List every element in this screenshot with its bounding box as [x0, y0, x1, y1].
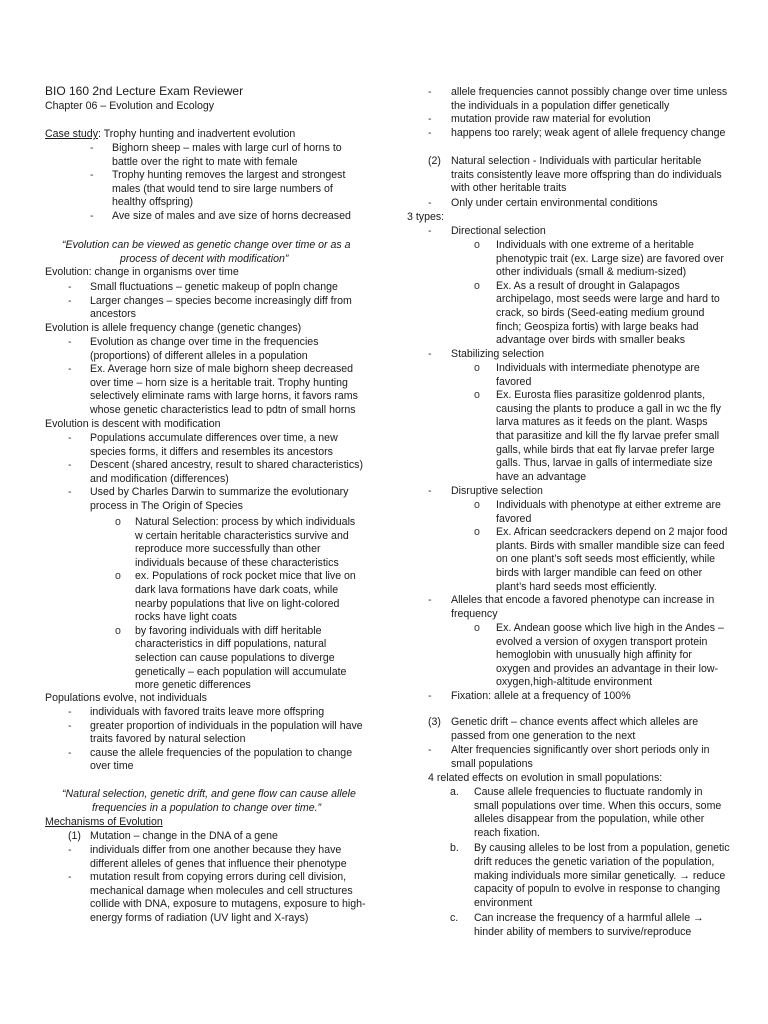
dash-bullet-icon: - [68, 706, 72, 718]
dash-bullet-icon: - [68, 363, 72, 376]
circle-bullet-icon: o [474, 362, 480, 374]
evolution-allele-item: selectively eliminate rams with large horns, it favors rams [90, 390, 358, 403]
case-study-heading [45, 128, 295, 141]
circle-bullet-icon: o [115, 570, 121, 583]
disruptive-selection-subitem: Individuals with phenotype at either extreme are [496, 499, 721, 511]
evolution-change-item: Larger changes – species become increasingly diff from [90, 294, 352, 307]
quote-evolution: “Evolution can be viewed as genetic change over time or as a [62, 239, 351, 251]
dash-bullet-icon: - [90, 169, 94, 182]
evolution-descent-item: species forms, it differs and resembles its ancestors [90, 445, 333, 458]
directional-selection-subitem: archipelago, most seeds were large and hard to [496, 293, 720, 306]
andean-goose-example: Ex. Andean goose which live high in the Andes – [496, 622, 724, 634]
natural-selection-heading: with other heritable traits [451, 182, 567, 195]
directional-selection-subitem: other individuals (small & medium-sized) [496, 266, 687, 279]
circle-bullet-icon: o [474, 622, 480, 634]
natural-selection-subitem: characteristics in diff populations, natural [135, 638, 327, 651]
natural-selection-subitem: selection can cause populations to diverge [135, 652, 335, 664]
populations-evolve-item: greater proportion of individuals in the population will have [90, 719, 363, 732]
mutation-continued-item: mutation provide raw material for evolution [451, 113, 651, 126]
effect-item: By causing alleles to be lost from a population, genetic [474, 842, 730, 855]
genetic-drift-number: (3) [428, 716, 441, 728]
evolution-allele-item: over time – horn size is a heritable trait. Trophy hunting [90, 376, 348, 389]
effect-letter: c. [450, 912, 459, 925]
stabilizing-selection-subitem: have an advantage [496, 470, 587, 483]
effect-letter: a. [450, 786, 459, 798]
dash-bullet-icon: - [428, 113, 432, 126]
dash-bullet-icon: - [428, 126, 432, 139]
dash-bullet-icon: - [68, 844, 72, 856]
genetic-drift-heading: passed from one generation to the next [451, 729, 636, 742]
circle-bullet-icon: o [474, 499, 480, 511]
mutation-item: energy forms of radiation (UV light and X-rays) [90, 912, 309, 924]
genetic-drift-item: small populations [451, 757, 533, 770]
dash-bullet-icon: - [68, 336, 72, 348]
stabilizing-selection-subitem: Ex. Eurosta flies parasitize goldenrod plants, [496, 389, 706, 402]
andean-goose-example: oxygen and provides an advantage in their low- [496, 662, 719, 675]
natural-selection-subitem: individuals because of these characteristics [135, 556, 339, 569]
stabilizing-selection-subitem: larva matures as it feeds on the plant. Wasps [496, 416, 708, 429]
directional-selection-subitem: phenotypic trait (ex. Large size) are favored over [496, 252, 724, 265]
circle-bullet-icon: o [115, 516, 121, 528]
populations-evolve-item: individuals with favored traits leave more offspring [90, 706, 325, 718]
effect-item: small populations over time. When this occurs, some [474, 799, 722, 812]
evolution-descent-item: Used by Charles Darwin to summarize the evolutionary [90, 486, 349, 499]
dash-bullet-icon: - [68, 432, 72, 444]
effect-item: making individuals more similar genetically. → reduce [474, 869, 726, 882]
natural-selection-heading: traits consistently leave more offspring than do individuals [451, 168, 722, 181]
disruptive-selection-subitem: Ex. African seedcrackers depend on 2 major food [496, 526, 728, 539]
natural-selection-subitem: ex. Populations of rock pocket mice that live on [135, 570, 356, 583]
natural-selection-item: Only under certain environmental conditions [451, 197, 658, 209]
case-study-item: Ave size of males and ave size of horns decreased [112, 210, 351, 222]
directional-selection-subitem: Individuals with one extreme of a heritable [496, 239, 694, 251]
andean-goose-example: hemoglobin with unusually high affinity for [496, 649, 692, 662]
effect-item: Cause allele frequencies to fluctuate randomly in [474, 786, 703, 798]
directional-selection-subitem: Ex. As a result of drought in Galapagos [496, 279, 680, 292]
directional-selection-subitem: advantage over birds with smaller beaks [496, 334, 686, 347]
evolution-allele-item: whose genetic characteristics lead to pdtn of small horns [90, 404, 356, 416]
natural-selection-subitem: more genetic differences [135, 679, 251, 692]
stabilizing-selection-subitem: galls, while birds that eat fly larvae prefer large [496, 443, 715, 456]
effect-item: alleles disappear from the population, while other [474, 813, 705, 826]
stabilizing-selection-subitem: that parasitize and kill the fly larvae prefer small [496, 430, 720, 442]
effects-heading: 4 related effects on evolution in small populations: [428, 772, 663, 784]
circle-bullet-icon: o [474, 389, 480, 402]
dash-bullet-icon: - [68, 871, 72, 884]
effect-item: Can increase the frequency of a harmful allele → [474, 912, 704, 925]
disruptive-selection-subitem: plants. Birds with smaller mandible size can feed [496, 539, 725, 552]
evolution-descent-item: Descent (shared ancestry, result to shared characteristics) [90, 459, 363, 472]
dash-bullet-icon: - [428, 594, 432, 606]
genetic-drift-item: Alter frequencies significantly over short periods only in [451, 744, 710, 756]
natural-selection-number: (2) [428, 155, 441, 167]
dash-bullet-icon: - [68, 719, 72, 732]
mutation-continued-item: allele frequencies cannot possibly change over time unless [451, 86, 728, 98]
quote-mechanisms: “Natural selection, genetic drift, and gene flow can cause allele [62, 788, 356, 800]
disruptive-selection-subitem: birds with larger mandible can feed on other [496, 567, 703, 579]
andean-goose-example: oxygen,high-altitude environment [496, 676, 653, 689]
stabilizing-selection-subitem: Individuals with intermediate phenotype are [496, 362, 700, 374]
evolution-allele-heading: Evolution is allele frequency change (genetic changes) [45, 322, 302, 334]
disruptive-selection-subitem: on one plant’s soft seeds most efficiently, while [496, 553, 716, 566]
effect-item: hinder ability of members to survive/reproduce [474, 926, 692, 938]
natural-selection-subitem: w certain heritable characteristics survive and [135, 529, 349, 542]
evolution-change-heading: Evolution: change in organisms over time [45, 266, 239, 278]
mutation-heading: Mutation – change in the DNA of a gene [90, 830, 278, 842]
mutation-item: different alleles of genes that influence their phenotype [90, 857, 347, 870]
disruptive-selection-heading: Disruptive selection [451, 485, 543, 497]
natural-selection-subitem: rocks have light coats [135, 611, 237, 624]
mutation-item: mechanical damage when molecules and cell structures [90, 884, 353, 897]
directional-selection-heading: Directional selection [451, 225, 546, 237]
case-study-item: battle over the right to mate with female [112, 155, 298, 168]
stabilizing-selection-subitem: favored [496, 375, 532, 388]
populations-evolve-item: over time [90, 760, 134, 773]
evolution-allele-item: Ex. Average horn size of male bighorn sheep decreased [90, 363, 354, 376]
andean-goose-example: evolved a version of oxygen transport protein [496, 635, 708, 648]
populations-evolve-item: cause the allele frequencies of the population to change [90, 746, 353, 759]
dash-bullet-icon: - [428, 86, 432, 98]
natural-selection-subitem: by favoring individuals with diff heritable [135, 624, 322, 637]
natural-selection-subitem: nearby populations that live on light-colored [135, 597, 340, 610]
evolution-descent-item: Populations accumulate differences over time, a new [90, 432, 338, 444]
directional-selection-subitem: crack, so birds (Seed-eating medium ground [496, 307, 705, 319]
mutation-continued-item: happens too rarely; weak agent of allele frequency change [451, 126, 726, 139]
dash-bullet-icon: - [68, 746, 72, 759]
evolution-allele-item: Evolution as change over time in the frequencies [90, 336, 319, 348]
natural-selection-subitem: reproduce more successfully than other [135, 543, 321, 556]
mutation-item: mutation result from copying errors during cell division, [90, 871, 347, 884]
dash-bullet-icon: - [68, 459, 72, 472]
natural-selection-subitem: Natural Selection: process by which individuals [135, 516, 356, 528]
evolution-change-item: ancestors [90, 308, 136, 321]
stabilizing-selection-subitem: galls. Thus, larvae in galls of intermediate size [496, 457, 713, 470]
alleles-favored-item: Alleles that encode a favored phenotype can increase in [451, 594, 715, 606]
natural-selection-heading: Natural selection - Individuals with particular heritable [451, 155, 702, 167]
effect-letter: b. [450, 842, 459, 855]
circle-bullet-icon: o [474, 239, 480, 251]
effect-item: capacity of populn to evolve in response to changing [474, 883, 721, 896]
dash-bullet-icon: - [428, 690, 432, 702]
dash-bullet-icon: - [90, 142, 94, 154]
disruptive-selection-subitem: plant’s hard seeds most efficiently. [496, 580, 657, 593]
natural-selection-subitem: dark lava formations have dark coats, while [135, 584, 339, 596]
effect-item: environment [474, 896, 533, 909]
effect-item: reach fixation. [474, 826, 540, 839]
chapter-heading: Chapter 06 – Evolution and Ecology [45, 100, 215, 112]
dash-bullet-icon: - [90, 210, 94, 222]
evolution-descent-item: process in The Origin of Species [90, 500, 243, 512]
effect-item: drift reduces the genetic variation of the population, [474, 856, 715, 868]
genetic-drift-heading: Genetic drift – chance events affect which alleles are [451, 716, 699, 728]
document-title: BIO 160 2nd Lecture Exam Reviewer [45, 84, 244, 98]
directional-selection-subitem: finch; Geospiza fortis) with large beaks had [496, 320, 699, 333]
dash-bullet-icon: - [428, 485, 432, 497]
dash-bullet-icon: - [68, 281, 72, 293]
dash-bullet-icon: - [428, 348, 432, 360]
disruptive-selection-subitem: favored [496, 512, 532, 525]
alleles-favored-item: frequency [451, 607, 498, 620]
natural-selection-subitem: genetically – each population will accumulate [135, 665, 347, 678]
stabilizing-selection-heading: Stabilizing selection [451, 348, 545, 360]
populations-evolve-item: traits favored by natural selection [90, 733, 246, 746]
circle-bullet-icon: o [115, 624, 121, 637]
evolution-descent-item: and modification (differences) [90, 472, 229, 485]
evolution-allele-item: (proportions) of different alleles in a population [90, 349, 308, 362]
three-types-label: 3 types: [407, 211, 445, 223]
dash-bullet-icon: - [68, 486, 72, 499]
dash-bullet-icon: - [68, 294, 72, 307]
case-study-item: Bighorn sheep – males with large curl of horns to [112, 142, 342, 154]
case-study-item: Trophy hunting removes the largest and strongest [112, 169, 346, 182]
evolution-descent-heading: Evolution is descent with modification [45, 418, 221, 430]
evolution-change-item: Small fluctuations – genetic makeup of popln change [90, 281, 338, 293]
quote-evolution: process of decent with modification” [120, 253, 289, 265]
circle-bullet-icon: o [474, 279, 480, 292]
mechanisms-heading: Mechanisms of Evolution [45, 816, 163, 828]
circle-bullet-icon: o [474, 526, 480, 539]
populations-evolve-heading: Populations evolve, not individuals [45, 692, 207, 704]
mutation-number: (1) [68, 830, 81, 842]
quote-mechanisms: frequencies in a population to change over time.” [92, 802, 322, 814]
stabilizing-selection-subitem: causing the plants to produce a gall in wc the fly [496, 402, 721, 415]
case-study-text: : Trophy hunting and inadvertent evolution [98, 128, 296, 140]
case-study-item: healthy offspring) [112, 196, 194, 209]
dash-bullet-icon: - [428, 225, 432, 237]
fixation-item: Fixation: allele at a frequency of 100% [451, 690, 631, 702]
dash-bullet-icon: - [428, 744, 432, 756]
mutation-continued-item: the individuals in a population differ genetically [451, 99, 670, 112]
case-study-label: Case study [45, 128, 98, 140]
mutation-item: individuals differ from one another because they have [90, 844, 342, 856]
mutation-item: collide with DNA, exposure to mutagens, exposure to high- [90, 898, 366, 911]
dash-bullet-icon: - [428, 197, 432, 209]
case-study-item: males (that would tend to sire large numbers of [112, 182, 333, 195]
